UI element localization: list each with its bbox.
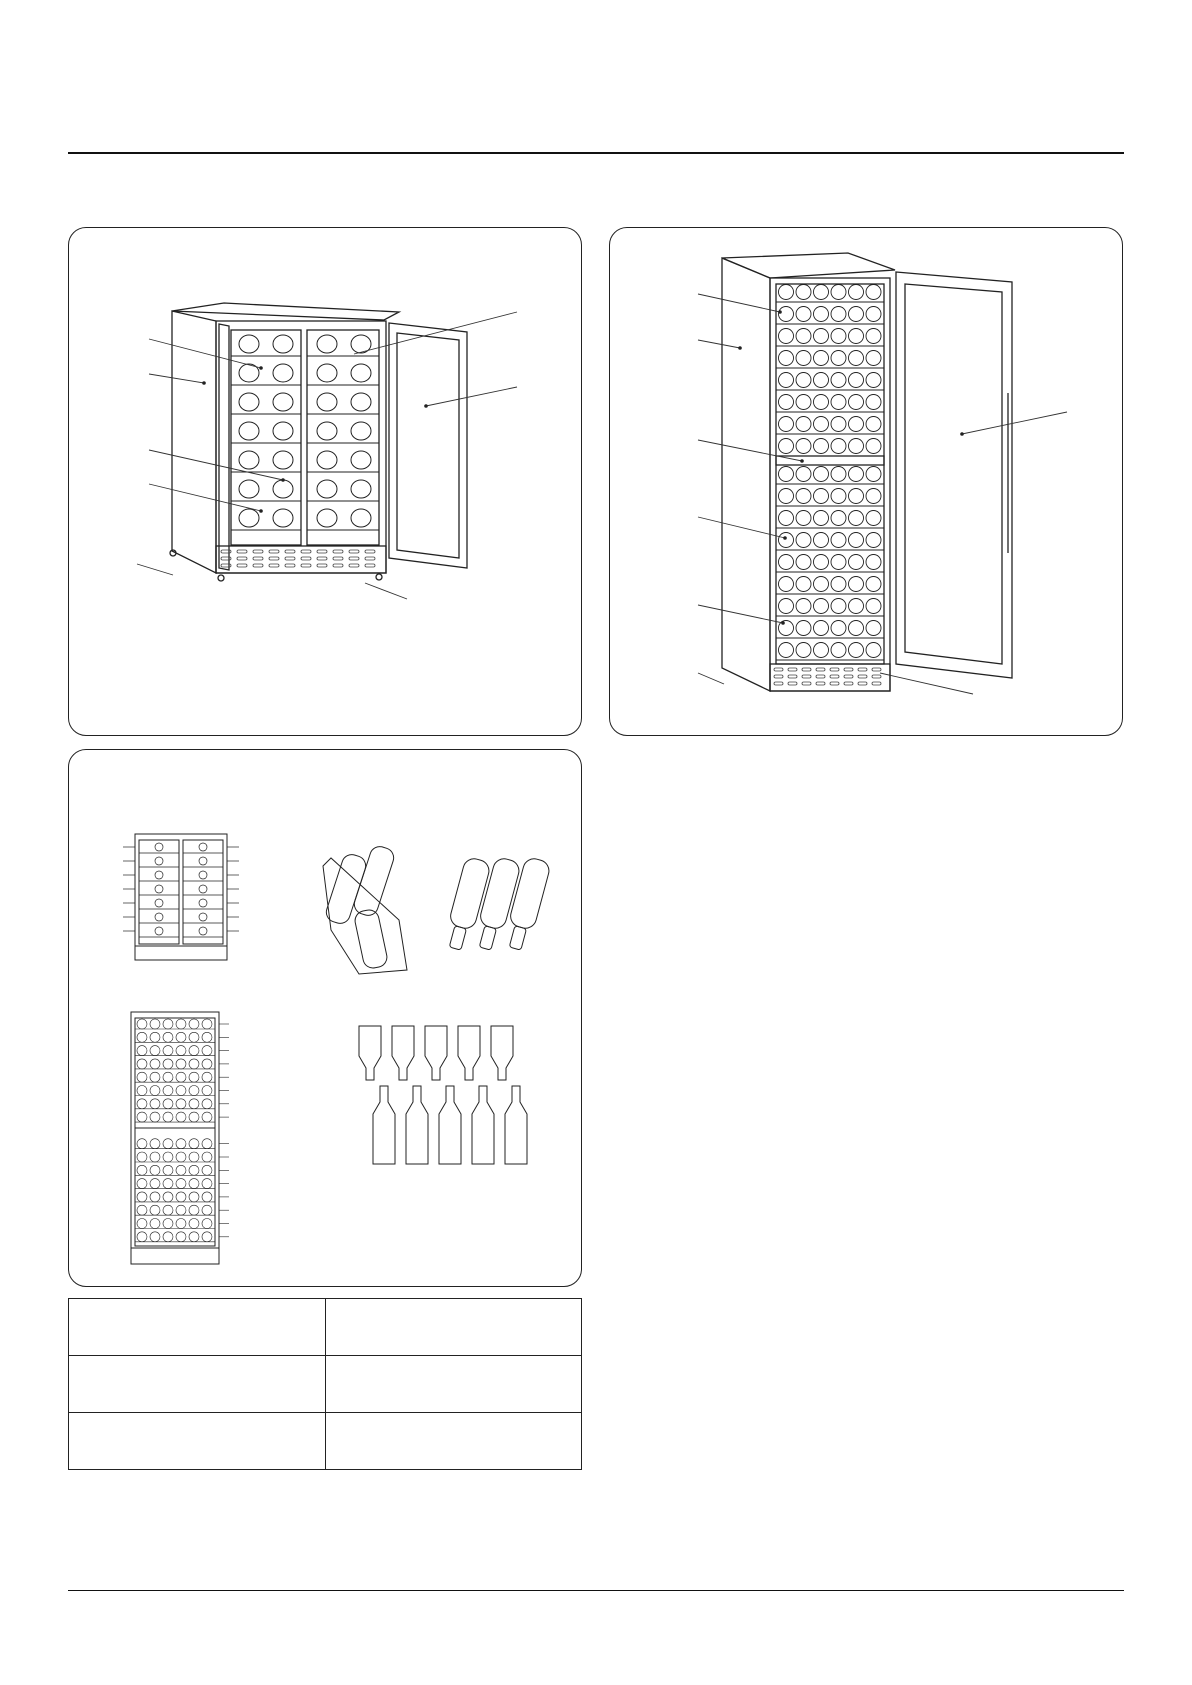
leader-foot xyxy=(137,564,173,575)
bottle-end xyxy=(831,467,846,482)
leader-cabinet xyxy=(698,340,740,348)
bottle-end xyxy=(814,533,829,548)
bottle-end xyxy=(814,329,829,344)
bottle-end xyxy=(831,621,846,636)
bottle-end xyxy=(866,489,881,504)
bottle-end xyxy=(814,577,829,592)
spec-table xyxy=(68,1298,582,1470)
panel-tall-cooler xyxy=(609,227,1123,736)
right-door-open xyxy=(389,323,467,568)
bottle-end xyxy=(831,599,846,614)
bottle-end xyxy=(796,307,811,322)
bottle-end xyxy=(831,643,846,658)
footer-rule xyxy=(68,1590,1124,1591)
bottle-end xyxy=(814,511,829,526)
zone-divider xyxy=(776,456,884,465)
bottle-end xyxy=(779,439,794,454)
bottle-end xyxy=(814,395,829,410)
bottle-end xyxy=(317,422,337,440)
leader-grill xyxy=(880,673,973,694)
header-rule xyxy=(68,152,1124,154)
bottle-end xyxy=(351,364,371,382)
bottle-upright xyxy=(373,1086,395,1164)
bottle-end xyxy=(849,439,864,454)
bottle-end xyxy=(814,307,829,322)
bottle-end xyxy=(866,467,881,482)
bottle-end xyxy=(814,417,829,432)
bottle-end xyxy=(831,577,846,592)
bottle-upright xyxy=(505,1086,527,1164)
bottle-end xyxy=(866,439,881,454)
bottle-end xyxy=(351,393,371,411)
bottle-end xyxy=(849,373,864,388)
bottle-end xyxy=(779,643,794,658)
bottle-end xyxy=(779,599,794,614)
bottle-end xyxy=(814,489,829,504)
bottle-end xyxy=(814,373,829,388)
bottle-end xyxy=(814,599,829,614)
bottle-end xyxy=(831,489,846,504)
bottle-end xyxy=(866,533,881,548)
bottle-upright xyxy=(406,1086,428,1164)
bottle-end xyxy=(866,599,881,614)
bottle-end xyxy=(849,599,864,614)
bottle-end xyxy=(239,451,259,469)
table-row xyxy=(69,1413,582,1470)
bottle-end xyxy=(796,351,811,366)
leader-shelf-top xyxy=(698,294,780,312)
bottle-upright xyxy=(472,1086,494,1164)
bottle-end xyxy=(796,329,811,344)
bottle-end xyxy=(796,285,811,300)
bottle-end xyxy=(866,577,881,592)
bottle-end xyxy=(239,335,259,353)
leader-foot xyxy=(698,673,724,684)
bottle-end xyxy=(796,533,811,548)
bottle-end xyxy=(779,511,794,526)
bottle-end xyxy=(273,364,293,382)
bottle-end xyxy=(831,395,846,410)
bottle-end xyxy=(779,533,794,548)
bottle-end xyxy=(796,467,811,482)
bottle-end xyxy=(849,555,864,570)
shelf-with-bottles xyxy=(323,844,407,974)
bottle-end xyxy=(831,307,846,322)
bottle-end xyxy=(273,422,293,440)
bottle-end xyxy=(831,439,846,454)
bottle-end xyxy=(849,329,864,344)
glass-door-open xyxy=(896,272,1012,678)
bottle-end xyxy=(831,373,846,388)
bottle-end xyxy=(796,643,811,658)
bottle-end xyxy=(239,422,259,440)
bottle-upside xyxy=(392,1026,414,1080)
bottle-end xyxy=(866,307,881,322)
bottle-end xyxy=(779,489,794,504)
bottle-end xyxy=(239,509,259,527)
leader-shelf-top xyxy=(149,339,261,368)
table-cell xyxy=(325,1356,582,1413)
bottle-end xyxy=(866,395,881,410)
bottle-end xyxy=(814,439,829,454)
table-cell xyxy=(69,1299,326,1356)
bottle-upside xyxy=(458,1026,480,1080)
bottle-end xyxy=(866,373,881,388)
bottle-end xyxy=(779,373,794,388)
bottle-end xyxy=(814,555,829,570)
bottle-end xyxy=(317,364,337,382)
bottle-end xyxy=(796,577,811,592)
bottle-end xyxy=(351,480,371,498)
bottle-end xyxy=(779,307,794,322)
bottle-end xyxy=(849,417,864,432)
bottle-end xyxy=(831,417,846,432)
bottle-end xyxy=(779,417,794,432)
bottle-end xyxy=(779,351,794,366)
bottle-end xyxy=(814,621,829,636)
bottle-end xyxy=(866,417,881,432)
bottle-end xyxy=(849,621,864,636)
bottle-end xyxy=(849,467,864,482)
bottle-end xyxy=(317,451,337,469)
tall-cooler-illustration xyxy=(610,228,1124,737)
bottle-upside xyxy=(425,1026,447,1080)
bottle-end xyxy=(796,599,811,614)
bottle-end xyxy=(796,395,811,410)
bottle-end xyxy=(779,555,794,570)
panel-storage-configurations xyxy=(68,749,582,1287)
table-cell xyxy=(69,1356,326,1413)
bottle-end xyxy=(814,643,829,658)
bottle-end xyxy=(831,533,846,548)
table-row xyxy=(69,1299,582,1356)
storage-illustrations xyxy=(69,750,583,1288)
leader-glass-door xyxy=(426,387,517,406)
bottle-end xyxy=(796,511,811,526)
bottle-end xyxy=(849,511,864,526)
bottle-end xyxy=(796,439,811,454)
bottle-end xyxy=(273,480,293,498)
bottle-end xyxy=(866,555,881,570)
bottle-end xyxy=(831,285,846,300)
leader-grill xyxy=(365,583,407,599)
three-bottles xyxy=(442,856,551,952)
bottle-end xyxy=(849,395,864,410)
bottle-end xyxy=(239,480,259,498)
bottle-end xyxy=(351,451,371,469)
cabinet-side xyxy=(722,258,770,691)
dual-zone-cooler-illustration xyxy=(69,228,583,737)
bottle-end xyxy=(796,621,811,636)
leader-divider xyxy=(698,440,802,461)
leader-glass-door xyxy=(962,412,1067,434)
table-cell xyxy=(325,1299,582,1356)
bottle-end xyxy=(849,307,864,322)
bottle-end xyxy=(866,351,881,366)
bottle-upside xyxy=(491,1026,513,1080)
bottle-end xyxy=(317,393,337,411)
bottle-end xyxy=(814,351,829,366)
bottle-end xyxy=(849,489,864,504)
bottle-end xyxy=(814,467,829,482)
bottle-end xyxy=(351,422,371,440)
bottle-end xyxy=(273,451,293,469)
bottle-end xyxy=(866,329,881,344)
bottle-end xyxy=(849,577,864,592)
stacked-bottles xyxy=(359,1026,527,1164)
bottle-end xyxy=(796,417,811,432)
bottle-end xyxy=(849,643,864,658)
bottle-end xyxy=(849,533,864,548)
leader-shelf-mid xyxy=(698,517,785,538)
bottle-end xyxy=(849,285,864,300)
bottle-end xyxy=(866,643,881,658)
leader-cabinet xyxy=(149,374,204,383)
bottle-end xyxy=(317,335,337,353)
bottle-end xyxy=(239,393,259,411)
tall-cooler-front xyxy=(131,1012,219,1264)
bottle-end xyxy=(273,393,293,411)
bottle-end xyxy=(796,373,811,388)
bottle-end xyxy=(273,509,293,527)
bottle-end xyxy=(317,480,337,498)
bottle-end xyxy=(866,285,881,300)
bottle-end xyxy=(831,511,846,526)
table-cell xyxy=(325,1413,582,1470)
bottle-end xyxy=(866,621,881,636)
bottle-upright xyxy=(439,1086,461,1164)
bottle-end xyxy=(779,467,794,482)
bottle-end xyxy=(866,511,881,526)
bottle-end xyxy=(779,395,794,410)
bottle-end xyxy=(351,509,371,527)
bottle-end xyxy=(317,509,337,527)
leader-shelf-low xyxy=(149,484,261,511)
bottle-end xyxy=(849,351,864,366)
bottle-end xyxy=(831,555,846,570)
panel-dual-zone-cooler xyxy=(68,227,582,736)
bottle-end xyxy=(796,489,811,504)
bottle-end xyxy=(779,577,794,592)
bottle-end xyxy=(831,351,846,366)
table-cell xyxy=(69,1413,326,1470)
bottle-end xyxy=(814,285,829,300)
table-row xyxy=(69,1356,582,1413)
bottle-end xyxy=(796,555,811,570)
bottle-end xyxy=(779,285,794,300)
bottle-end xyxy=(831,329,846,344)
bottle-end xyxy=(273,335,293,353)
bottle-end xyxy=(779,329,794,344)
bottle-upside xyxy=(359,1026,381,1080)
